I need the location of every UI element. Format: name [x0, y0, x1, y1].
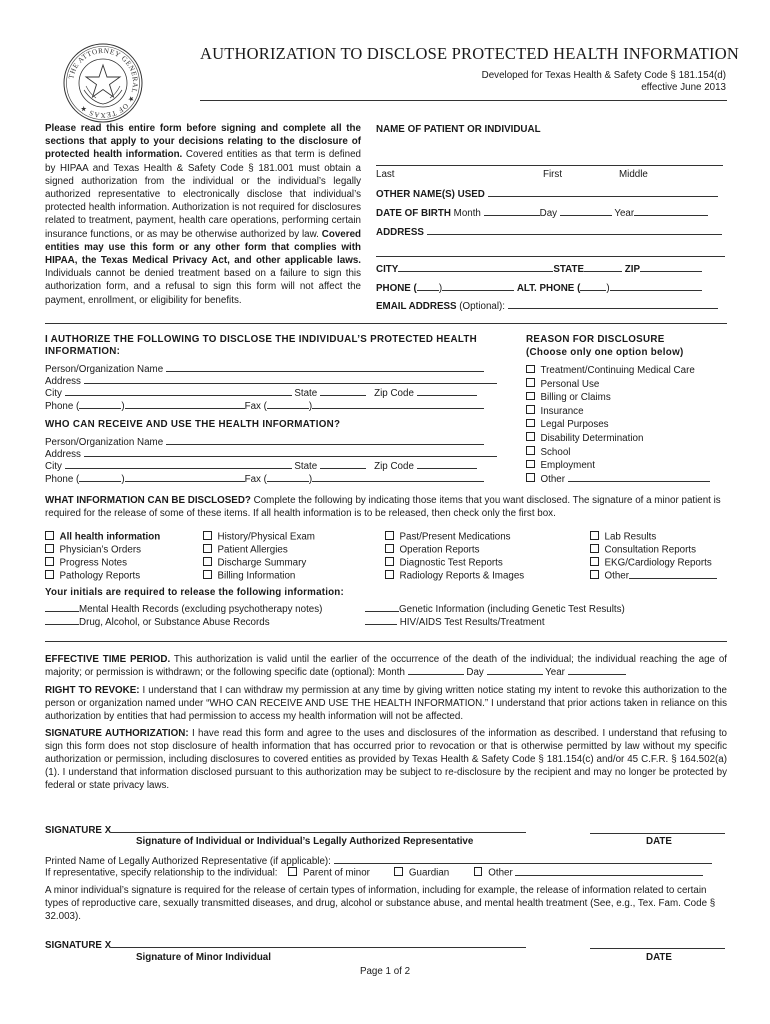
- zip-field[interactable]: [640, 271, 702, 272]
- relationship-parent-label: Parent of minor: [302, 867, 370, 879]
- address-row: [376, 227, 722, 238]
- reason-option-label: Employment: [540, 460, 595, 472]
- info-option-label: Consultation Reports: [604, 544, 696, 556]
- what-heading: WHAT INFORMATION CAN BE DISCLOSED?: [45, 495, 251, 506]
- reason-option-disability[interactable]: [526, 432, 710, 446]
- printed-name-label: Printed Name of Legally Authorized Representative (if applicable):: [45, 856, 331, 867]
- discloser-fax-area[interactable]: [267, 408, 309, 409]
- printed-name-field[interactable]: [334, 863, 712, 864]
- initials-field-mental-health[interactable]: [45, 611, 79, 612]
- reason-other-field[interactable]: [568, 481, 710, 482]
- checkbox-icon[interactable]: [288, 867, 297, 876]
- reason-option-employment[interactable]: [526, 459, 710, 473]
- info-option-all[interactable]: [45, 531, 160, 544]
- state-label: STATE: [553, 264, 584, 275]
- effective-date-text: effective June 2013: [641, 82, 726, 93]
- checkbox-icon[interactable]: [385, 531, 394, 540]
- other-names-label: OTHER NAME(S) USED: [376, 189, 485, 200]
- recipient-fax-field[interactable]: [312, 481, 484, 482]
- checkbox-icon[interactable]: [203, 570, 212, 579]
- signature-label-2: SIGNATURE X: [45, 940, 112, 951]
- discloser-fax-field[interactable]: [312, 408, 484, 409]
- effective-year-label: Year: [545, 667, 565, 678]
- svg-text:THE ATTORNEY GENERAL ★ OF TEXA: THE ATTORNEY GENERAL ★ OF TEXAS ★: [67, 46, 140, 120]
- initials-genetic: [365, 604, 625, 615]
- recipient-city-label: City: [45, 461, 62, 473]
- page-number: Page 1 of 2: [359, 966, 411, 977]
- signature-caption-2: Signature of Minor Individual: [136, 952, 271, 963]
- revoke-paragraph: [45, 684, 727, 723]
- checkbox-icon[interactable]: [526, 365, 535, 374]
- info-option-allergies[interactable]: [203, 544, 315, 557]
- address-field[interactable]: [427, 234, 722, 235]
- checkbox-icon[interactable]: [203, 557, 212, 566]
- reason-option-label: Other: [540, 473, 566, 485]
- info-option-ekg[interactable]: [590, 557, 717, 570]
- reason-option-label: School: [540, 446, 571, 458]
- signature-field-1[interactable]: [111, 832, 526, 833]
- city-label: CITY: [376, 264, 399, 275]
- reason-option-label: Treatment/Continuing Medical Care: [540, 365, 695, 376]
- phone-field[interactable]: [442, 290, 514, 291]
- recipient-phone-row: Phone ( ) Fax ( ): [45, 474, 500, 486]
- relationship-row: [45, 867, 703, 879]
- reason-option-label: Disability Determination: [540, 432, 644, 444]
- intro-bold-1: Please read this entire form before signing and complete all the sections that apply to your decisions relating to the disclosure of protected health information.: [45, 123, 361, 161]
- discloser-zip-field[interactable]: [417, 395, 477, 396]
- discloser-zip-label: Zip Code: [374, 388, 414, 400]
- recipient-phone-area[interactable]: [79, 481, 121, 482]
- recipient-person-field[interactable]: [166, 444, 484, 445]
- info-option-medications[interactable]: [385, 531, 524, 544]
- initials-label: Drug, Alcohol, or Substance Abuse Records: [79, 617, 270, 628]
- signature-authorization-paragraph: [45, 727, 727, 792]
- form-title: AUTHORIZATION TO DISCLOSE PROTECTED HEALTH INFORMATION: [200, 44, 739, 63]
- reason-option-treatment[interactable]: [526, 364, 710, 378]
- intro-bold-2: Covered entities may use this form or any other form that complies with HIPAA, the Texas Medical Privacy Act, and other applicable laws.: [45, 228, 361, 267]
- initials-heading: Your initials are required to release the following information:: [45, 587, 344, 598]
- info-option-pathology[interactable]: [45, 570, 160, 583]
- checkbox-icon[interactable]: [590, 544, 599, 553]
- first-name-label: First: [543, 169, 563, 180]
- state-field[interactable]: [584, 271, 622, 272]
- signature-field-2[interactable]: [111, 947, 526, 948]
- reason-option-other[interactable]: [526, 473, 710, 487]
- recipient-phone-field[interactable]: [125, 481, 245, 482]
- recipient-zip-label: Zip Code: [374, 461, 414, 473]
- initials-label: Mental Health Records (excluding psychotherapy notes): [79, 604, 323, 615]
- effective-day-field[interactable]: [487, 674, 543, 675]
- signature-authorization-heading: SIGNATURE AUTHORIZATION:: [45, 728, 189, 739]
- email-row: [376, 301, 718, 312]
- info-col-2: [203, 531, 315, 583]
- checkbox-icon[interactable]: [526, 460, 535, 469]
- initials-label: HIV/AIDS Test Results/Treatment: [399, 617, 545, 628]
- recipient-person-row: [45, 437, 500, 449]
- other-names-field[interactable]: [488, 196, 718, 197]
- city-row: [376, 264, 702, 275]
- recipient-person-label: Person/Organization Name: [45, 437, 164, 448]
- recipient-fax-label: Fax (: [244, 473, 267, 485]
- info-option-progress-notes[interactable]: [45, 557, 160, 570]
- checkbox-icon[interactable]: [590, 570, 599, 579]
- checkbox-icon[interactable]: [394, 867, 403, 876]
- phone-row: PHONE ( ) ALT. PHONE ( ): [376, 283, 702, 294]
- middle-name-label: Middle: [619, 169, 648, 180]
- checkbox-icon[interactable]: [385, 557, 394, 566]
- discloser-state-label: State: [294, 388, 318, 400]
- signature-caption-1: Signature of Individual or Individual’s Legally Authorized Representative: [136, 836, 474, 847]
- email-field[interactable]: [508, 308, 718, 309]
- reason-heading: REASON FOR DISCLOSURE: [526, 334, 665, 345]
- recipient-phone-label: Phone (: [45, 473, 80, 485]
- initials-field-hiv[interactable]: [365, 624, 397, 625]
- info-other-field[interactable]: [629, 578, 717, 579]
- info-option-physicians-orders[interactable]: [45, 544, 160, 557]
- reason-option-legal[interactable]: [526, 418, 710, 432]
- who-heading: WHO CAN RECEIVE AND USE THE HEALTH INFORMATION?: [45, 419, 341, 430]
- alt-phone-field[interactable]: [610, 290, 702, 291]
- info-option-label: Progress Notes: [59, 557, 128, 569]
- intro-text-2: Individuals cannot be denied treatment based on a failure to sign this authorization form, and a refusal to sign this form will not affect the payment, enrollment, or eligibility for benefits.: [45, 268, 361, 306]
- attorney-general-seal: [62, 42, 144, 124]
- recipient-address-field[interactable]: [84, 456, 497, 457]
- info-option-label: Past/Present Medications: [399, 531, 511, 543]
- reason-option-label: Legal Purposes: [540, 419, 609, 431]
- discloser-address-label: Address: [45, 376, 81, 388]
- info-option-label: Pathology Reports: [59, 570, 141, 582]
- recipient-state-field[interactable]: [320, 468, 366, 469]
- zip-label: ZIP: [624, 264, 640, 275]
- discloser-person-row: [45, 364, 500, 376]
- dob-year-label: Year: [614, 208, 635, 219]
- info-option-label: All health information: [59, 531, 161, 543]
- info-option-diagnostic[interactable]: [385, 557, 524, 570]
- phone-area-field[interactable]: [417, 290, 439, 291]
- initials-field-drug-alcohol[interactable]: [45, 624, 79, 625]
- dob-month-label: Month: [453, 208, 481, 219]
- info-option-lab[interactable]: [590, 531, 717, 544]
- dob-day-label: Day: [539, 208, 558, 219]
- checkbox-icon[interactable]: [590, 531, 599, 540]
- discloser-city-label: City: [45, 388, 62, 400]
- other-names-row: [376, 189, 718, 200]
- patient-name-line[interactable]: [376, 165, 723, 166]
- discloser-address-row: [45, 376, 500, 388]
- date-field-1[interactable]: [590, 833, 725, 834]
- signature-row-1: [45, 825, 526, 836]
- discloser-phone-area[interactable]: [79, 408, 121, 409]
- info-option-history[interactable]: [203, 531, 315, 544]
- signature-authorization-text: I have read this form and agree to the uses and disclosures of the information as described. I understand that refusing to sign this form does not stop disclosure of health information that has occurred prior to revocation or that is otherwise permitted by law without my specific authorization or permission, including disclosures to covered entities as provided by Texas Health & Safety Code § 181.154(c) and/or 45 C.F.R. § 164.502(a)(1). I understand that information disclosed pursuant to this authorization may be subject to re-disclosure by the recipient and may no longer be protected by federal or state privacy laws.: [45, 728, 727, 791]
- recipient-state-label: State: [294, 461, 318, 473]
- recipient-address-row: [45, 449, 500, 461]
- info-option-label: Radiology Reports & Images: [399, 570, 525, 582]
- discloser-block: [45, 364, 500, 413]
- initials-drug-alcohol: [45, 617, 270, 628]
- printed-name-row: [45, 856, 712, 867]
- discloser-city-field[interactable]: [65, 395, 292, 396]
- address-label: ADDRESS: [376, 227, 424, 238]
- checkbox-icon[interactable]: [526, 419, 535, 428]
- relationship-guardian-label: Guardian: [408, 867, 450, 879]
- discloser-phone-label: Phone (: [45, 400, 80, 412]
- developed-for-text: Developed for Texas Health & Safety Code § 181.154(d): [481, 70, 726, 81]
- info-option-label: EKG/Cardiology Reports: [604, 557, 712, 569]
- section-rule-1: [45, 323, 727, 324]
- revoke-text: I understand that I can withdraw my permission at any time by giving written notice stating my intent to revoke this authorization to the person or organization named under “WHO CAN RECEIVE AND USE THE HEALTH INFORMATION.” I understand that prior actions taken in reliance on this authorization by entities that had permission to access my health information will not be affected.: [45, 685, 727, 722]
- checkbox-icon[interactable]: [474, 867, 483, 876]
- signature-label-1: SIGNATURE X: [45, 825, 112, 836]
- reason-option-label: Personal Use: [540, 378, 600, 390]
- discloser-state-field[interactable]: [320, 395, 366, 396]
- date-label-1: DATE: [646, 836, 672, 847]
- authorize-heading: I AUTHORIZE THE FOLLOWING TO DISCLOSE THE INDIVIDUAL’S PROTECTED HEALTH INFORMATION:: [45, 334, 478, 357]
- info-option-label: Operation Reports: [399, 544, 480, 556]
- dob-label: DATE OF BIRTH: [376, 208, 451, 219]
- dob-day-field[interactable]: [560, 215, 612, 216]
- info-option-label: Discharge Summary: [217, 557, 307, 569]
- info-option-label: Billing Information: [217, 570, 296, 582]
- info-option-billing[interactable]: [203, 570, 315, 583]
- email-optional-label: (Optional):: [459, 301, 506, 312]
- checkbox-icon[interactable]: [45, 557, 54, 566]
- checkbox-icon[interactable]: [45, 544, 54, 553]
- reason-option-label: Billing or Claims: [540, 392, 611, 404]
- reason-option-billing[interactable]: [526, 391, 710, 405]
- effective-heading: EFFECTIVE TIME PERIOD.: [45, 654, 171, 665]
- relationship-label: If representative, specify relationship to the individual:: [45, 867, 278, 879]
- info-option-label: Patient Allergies: [217, 544, 288, 556]
- checkbox-icon[interactable]: [590, 557, 599, 566]
- patient-name-heading: NAME OF PATIENT OR INDIVIDUAL: [376, 124, 541, 135]
- city-field[interactable]: [398, 271, 553, 272]
- info-col-4: [590, 531, 717, 583]
- relationship-other-field[interactable]: [515, 875, 703, 876]
- address-line-2[interactable]: [376, 256, 725, 257]
- reason-option-insurance[interactable]: [526, 405, 710, 419]
- discloser-person-label: Person/Organization Name: [45, 364, 164, 375]
- signature-row-2: [45, 940, 526, 951]
- checkbox-icon[interactable]: [526, 473, 535, 482]
- info-option-discharge[interactable]: [203, 557, 315, 570]
- checkbox-icon[interactable]: [526, 446, 535, 455]
- effective-day-label: Day: [466, 667, 484, 678]
- checkbox-icon[interactable]: [526, 405, 535, 414]
- minor-note: A minor individual’s signature is required for the release of certain types of information, including for example, the release of information related to certain types of reproductive care, sexually transmitted diseases, and drug, alcohol or substance abuse, and mental health treatment (See, e.g., Tex. Fam. Code § 32.003).: [45, 885, 716, 922]
- reason-option-personal-use[interactable]: [526, 378, 710, 392]
- info-option-radiology[interactable]: [385, 570, 524, 583]
- recipient-zip-field[interactable]: [417, 468, 477, 469]
- effective-month-field[interactable]: [408, 674, 464, 675]
- info-col-1: [45, 531, 160, 583]
- date-field-2[interactable]: [590, 948, 725, 949]
- info-option-consultation[interactable]: [590, 544, 717, 557]
- discloser-fax-label: Fax (: [244, 400, 267, 412]
- reason-option-school[interactable]: [526, 446, 710, 460]
- initials-field-genetic[interactable]: [365, 611, 399, 612]
- intro-paragraph: [45, 122, 361, 307]
- recipient-address-label: Address: [45, 449, 81, 461]
- reason-options: [526, 364, 710, 486]
- dob-row: [376, 208, 708, 219]
- dob-year-field[interactable]: [634, 215, 708, 216]
- info-option-label: History/Physical Exam: [217, 531, 315, 543]
- effective-paragraph: [45, 653, 727, 679]
- initials-mental-health: [45, 604, 322, 615]
- what-paragraph: [45, 494, 727, 520]
- what-text: Complete the following by indicating those items that you want disclosed. The signature of a minor patient is required for the release of some of these items. If all health information is to be released, then check only the first box.: [45, 495, 721, 519]
- recipient-block: [45, 437, 500, 486]
- discloser-phone-field[interactable]: [125, 408, 245, 409]
- effective-text: This authorization is valid until the earlier of the occurrence of the death of the individual; the individual reaching the age of majority; or permission is withdrawn; or the following specific date (optional): Month: [45, 654, 727, 678]
- discloser-phone-row: Phone ( ) Fax ( ): [45, 401, 500, 413]
- section-rule-2: [45, 641, 727, 642]
- info-option-label: Other: [604, 570, 630, 582]
- info-option-operation[interactable]: [385, 544, 524, 557]
- info-option-other[interactable]: [590, 570, 717, 583]
- checkbox-icon[interactable]: [203, 544, 212, 553]
- effective-year-field[interactable]: [568, 674, 626, 675]
- discloser-person-field[interactable]: [166, 371, 484, 372]
- checkbox-icon[interactable]: [203, 531, 212, 540]
- checkbox-icon[interactable]: [45, 570, 54, 579]
- recipient-city-row: [45, 461, 500, 473]
- checkbox-icon[interactable]: [385, 570, 394, 579]
- recipient-city-field[interactable]: [65, 468, 292, 469]
- reason-option-label: Insurance: [540, 405, 584, 417]
- alt-phone-label: ALT. PHONE (: [516, 283, 581, 294]
- info-option-label: Physician’s Orders: [59, 544, 141, 556]
- date-label-2: DATE: [646, 952, 672, 963]
- reason-subheading: (Choose only one option below): [526, 347, 684, 358]
- revoke-heading: RIGHT TO REVOKE:: [45, 685, 140, 696]
- checkbox-icon[interactable]: [45, 531, 54, 540]
- dob-month-field[interactable]: [484, 215, 540, 216]
- alt-phone-area-field[interactable]: [580, 290, 606, 291]
- relationship-other-label: Other: [488, 867, 513, 879]
- info-option-label: Diagnostic Test Reports: [399, 557, 503, 569]
- info-col-3: [385, 531, 524, 583]
- initials-label: Genetic Information (including Genetic Test Results): [399, 604, 625, 615]
- last-name-label: Last: [376, 169, 395, 180]
- header-rule: [200, 100, 727, 101]
- checkbox-icon[interactable]: [385, 544, 394, 553]
- checkbox-icon[interactable]: [526, 432, 535, 441]
- initials-hiv: [365, 617, 545, 628]
- email-label: EMAIL ADDRESS: [376, 301, 457, 312]
- info-option-label: Lab Results: [604, 531, 657, 543]
- phone-label: PHONE (: [376, 283, 417, 294]
- intro-text-1: Covered entities as that term is defined by HIPAA and Texas Health & Safety Code § 181.001 must obtain a signed authorization from the individual or the individual’s legally authorized representative to electronically disclose that individual’s protected health information. Authorization is not required for disclosures related to treatment, payment, health care operations, performing certain insurance functions, or as may be otherwise authorized by law.: [45, 149, 361, 240]
- recipient-fax-area[interactable]: [267, 481, 309, 482]
- discloser-city-row: [45, 388, 500, 400]
- checkbox-icon[interactable]: [526, 392, 535, 401]
- discloser-address-field[interactable]: [84, 383, 497, 384]
- checkbox-icon[interactable]: [526, 378, 535, 387]
